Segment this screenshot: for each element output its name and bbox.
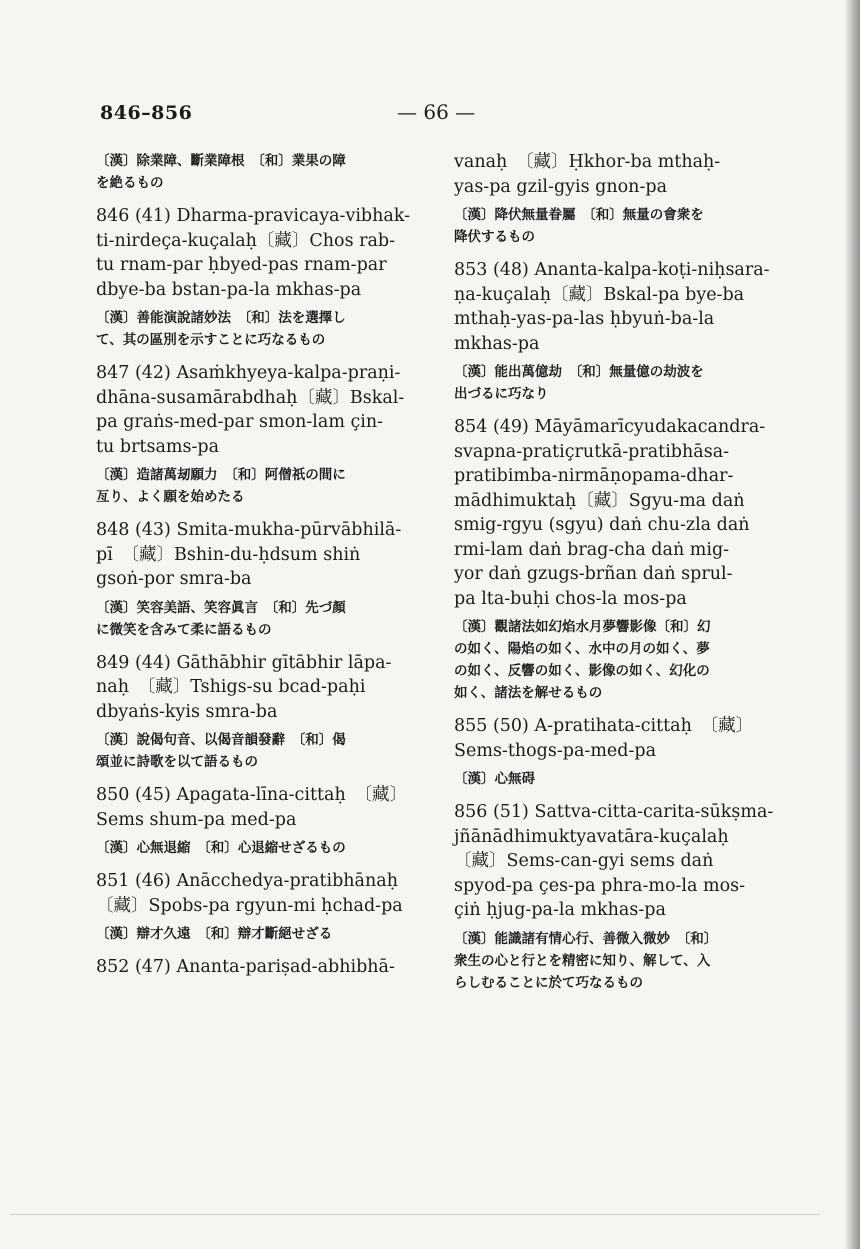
entry-line: dbye-ba bstan-pa-la mkhas-pa: [96, 279, 362, 300]
page-edge-shadow: [844, 0, 860, 1249]
entry-line: rmi-lam daṅ brag-cha daṅ mig-: [454, 539, 730, 560]
entry-gloss: [454, 768, 789, 790]
gloss-line: 〔漢〕辯才久遠 〔和〕辯才斷絕せざる: [96, 926, 333, 942]
gloss-line: 〔漢〕說偈句音、以偈音韻發辭 〔和〕偈: [96, 732, 346, 748]
gloss-line: 〔漢〕降伏無量眷屬 〔和〕無量の會衆を: [454, 207, 704, 223]
entry-line: pī 〔藏〕Bshin-du-ḥdsum shiṅ: [96, 544, 361, 565]
entry-line: yas-pa gzil-gyis gnon-pa: [454, 176, 667, 197]
entry-line: 854 (49) Māyāmarīcyudakacandra-: [454, 417, 766, 437]
entry-line: pa lta-buḥi chos-la mos-pa: [454, 588, 687, 609]
entry-line: 853 (48) Ananta-kalpa-koṭi-niḥsara-: [454, 260, 770, 280]
entry-line: Sems shum-pa med-pa: [96, 809, 297, 830]
entry-856: [454, 800, 789, 994]
gloss-line: に微笑を含みて柔に語るもの: [96, 621, 272, 638]
entry-gloss: [96, 729, 431, 773]
entry-855: [454, 714, 789, 790]
gloss-line: 衆生の心と行とを精密に知り、解して、入: [454, 952, 711, 969]
entry-line: dhāna-susamārabdhaḥ〔藏〕Bskal-: [96, 387, 405, 408]
entry-line: 〔藏〕Sems-can-gyi sems daṅ: [454, 851, 714, 871]
entry-line: 855 (50) A-pratihata-cittaḥ 〔藏〕: [454, 716, 754, 736]
entry-gloss: [454, 928, 789, 994]
entry-852: [96, 955, 431, 980]
entry-line: 846 (41) Dharma-pravicaya-vibhak-: [96, 206, 411, 226]
entry-line: tu rnam-par ḥbyed-pas rnam-par: [96, 255, 387, 275]
intro-gloss: [96, 150, 431, 194]
entry-line: smig-rgyu (sgyu) daṅ chu-zla daṅ: [454, 515, 750, 535]
entry-line: mkhas-pa: [454, 333, 540, 354]
entry-line: mādhimuktaḥ〔藏〕Sgyu-ma daṅ: [454, 490, 745, 511]
entry-854: [454, 415, 789, 704]
entry-gloss: [96, 597, 431, 641]
entry-gloss: [96, 923, 431, 945]
entry-line: 849 (44) Gāthābhir gītābhir lāpa-: [96, 652, 392, 673]
entry-line: 〔藏〕Spobs-pa rgyun-mi ḥchad-pa: [96, 895, 403, 916]
gloss-line: 〔漢〕造諸萬刼願力 〔和〕阿僧祇の間に: [96, 467, 346, 483]
entry-line: 848 (43) Smita-mukha-pūrvābhilā-: [96, 520, 402, 540]
entry-gloss: [96, 307, 431, 351]
entry-line: pratibimba-nirmāṇopama-dhar-: [454, 466, 734, 486]
gloss-line: の如く、陽焰の如く、水中の月の如く、夢: [454, 641, 710, 657]
entry-line: 856 (51) Sattva-citta-carita-sūkṣma-: [454, 802, 774, 822]
entry-848: [96, 518, 431, 641]
gloss-line: 亙り、よく願を始めたる: [96, 489, 245, 505]
gloss-line: 頌並に詩歌を以て語るもの: [96, 754, 258, 770]
left-column: [96, 150, 431, 990]
entry-line: yor daṅ gzugs-brñan daṅ sprul-: [454, 564, 733, 584]
entry-line: pa graṅs-med-par smon-lam çin-: [96, 412, 384, 432]
entry-line: 852 (47) Ananta-pariṣad-abhibhā-: [96, 957, 395, 977]
entry-line: ṇa-kuçalaḥ〔藏〕Bskal-pa bye-ba: [454, 284, 745, 305]
gloss-line: 出づるに巧なり: [454, 386, 549, 402]
entry-line: ti-nirdeça-kuçalaḥ〔藏〕Chos rab-: [96, 230, 396, 251]
entry-gloss: [96, 464, 431, 508]
entry-gloss: [96, 837, 431, 859]
page-number: — 66 —: [397, 100, 476, 124]
entry-line: vanaḥ 〔藏〕Ḥkhor-ba mthaḥ-: [454, 152, 721, 172]
entry-line: naḥ 〔藏〕Tshigs-su bcad-paḥi: [96, 677, 366, 697]
gloss-line: の如く、反響の如く、影像の如く、幻化の: [454, 663, 710, 679]
entry-850: [96, 783, 431, 859]
entry-gloss: [454, 361, 789, 405]
entry-line: 847 (42) Asaṁkhyeya-kalpa-praṇi-: [96, 363, 401, 383]
entry-851: [96, 869, 431, 945]
gloss-line: 〔漢〕除業障、斷業障根 〔和〕業果の障: [96, 153, 346, 169]
entry-847: [96, 361, 431, 508]
header-entry-range: 846–856: [100, 102, 193, 124]
entry-gloss: [454, 616, 789, 704]
entry-line: gsoṅ-por smra-ba: [96, 569, 252, 589]
gloss-line: らしむることに於て巧なるもの: [454, 974, 643, 991]
gloss-line: 〔漢〕笑容美語、笑容眞言 〔和〕先づ顏: [96, 599, 346, 616]
entry-line: mthaḥ-yas-pa-las ḥbyuṅ-ba-la: [454, 309, 715, 329]
gloss-line: 〔漢〕觀諸法如幻焰水月夢響影像〔和〕幻: [454, 619, 711, 635]
gloss-line: 降伏するもの: [454, 229, 535, 245]
entry-846: [96, 204, 431, 351]
entry-line: tu brtsams-pa: [96, 436, 220, 457]
gloss-line: て、其の區別を示すことに巧なるもの: [96, 332, 326, 348]
entry-line: 850 (45) Apagata-līna-cittaḥ 〔藏〕: [96, 785, 407, 805]
gloss-line: 如く、諸法を解せるもの: [454, 685, 603, 701]
entry-852-continuation: [454, 150, 789, 248]
entry-849: [96, 651, 431, 774]
gloss-line: 〔漢〕善能演說諸妙法 〔和〕法を選擇し: [96, 310, 346, 326]
entry-line: çiṅ ḥjug-pa-la mkhas-pa: [454, 900, 666, 920]
gloss-line: を絶るもの: [96, 175, 164, 191]
bottom-rule: [10, 1214, 820, 1215]
entry-line: svapna-pratiçrutkā-pratibhāsa-: [454, 441, 730, 462]
entry-line: jñānādhimuktyavatāra-kuçalaḥ: [454, 826, 729, 847]
entry-853: [454, 258, 789, 405]
gloss-line: 〔漢〕心無退縮 〔和〕心退縮せざるもの: [96, 840, 346, 856]
entry-gloss: [454, 204, 789, 248]
gloss-line: 〔漢〕心無碍: [454, 771, 535, 787]
entry-line: dbyaṅs-kyis smra-ba: [96, 701, 278, 722]
gloss-line: 〔漢〕能識諸有情心行、善微入微妙 〔和〕: [454, 930, 718, 947]
right-column: [454, 150, 789, 1004]
entry-line: 851 (46) Anācchedya-pratibhānaḥ: [96, 871, 398, 891]
entry-line: spyod-pa çes-pa phra-mo-la mos-: [454, 875, 746, 896]
entry-line: Sems-thogs-pa-med-pa: [454, 740, 657, 761]
gloss-line: 〔漢〕能出萬億劫 〔和〕無量億の劫波を: [454, 364, 704, 380]
